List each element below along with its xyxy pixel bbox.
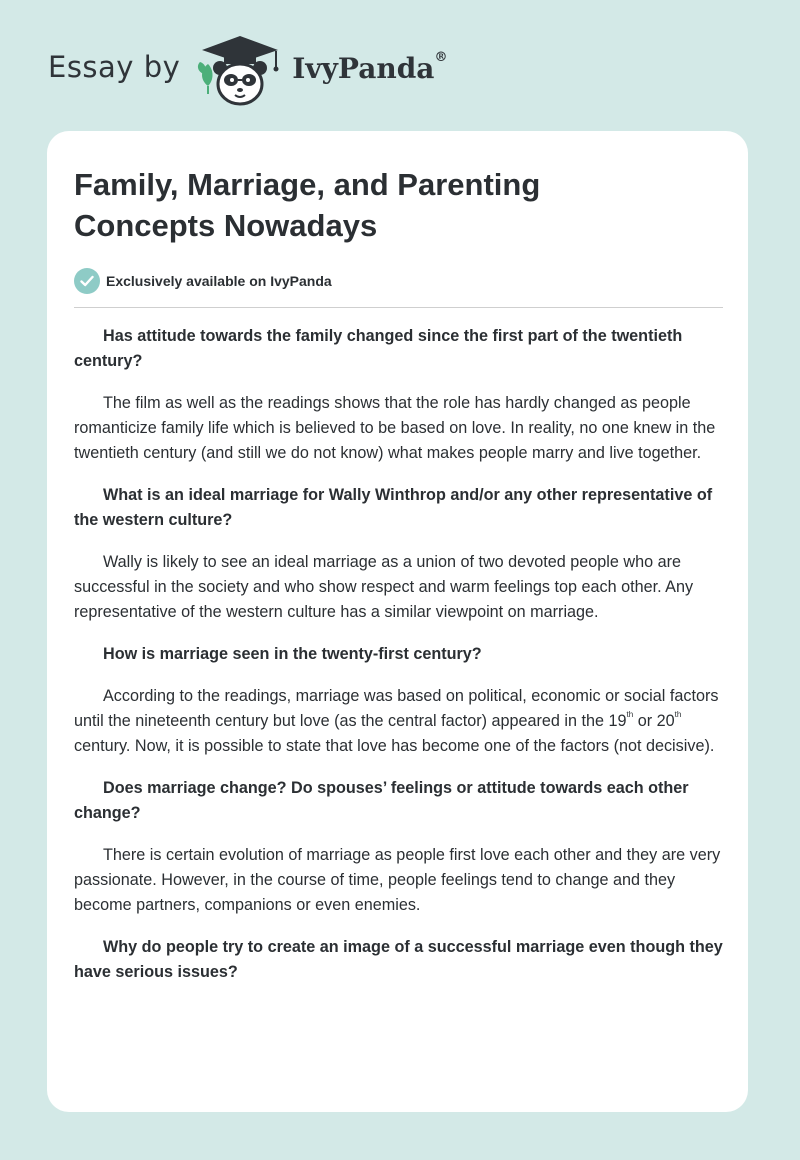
answer-4: There is certain evolution of marriage as people first love each other and they are very passionate. However, in the course of time, people feelings tend to change and they become partners, companions or even enemies. [74,846,721,914]
exclusive-badge [74,268,723,294]
essay-body [74,324,723,985]
ordinal-suffix: th [674,709,682,719]
question-4: Does marriage change? Do spouses’ feelings or attitude towards each other change? [74,779,689,822]
answer-2: Wally is likely to see an ideal marriage as a union of two devoted people who are successful in the society and who show respect and warm feelings top each other. Any representative of the western culture has a similar viewpoint on marriage. [74,553,694,621]
registered-mark: ® [434,49,448,65]
brand-text: IvyPanda [292,51,435,85]
answer-3-part-1: According to the readings, marriage was based on political, economic or social factors until the nineteenth century but love (as the central factor) appeared in the 19 [74,687,719,730]
badge-text: Exclusively available on IvyPanda [106,273,332,289]
title-line-2: Concepts Nowadays [74,208,378,243]
title-line-1: Family, Marriage, and Parenting [74,167,541,202]
question-1: Has attitude towards the family changed since the first part of the twentieth century? [74,327,683,370]
answer-3 [74,684,723,759]
question-3: How is marriage seen in the twenty-first century? [103,645,482,663]
divider [74,307,723,308]
brand-name[interactable] [292,49,448,85]
essay-by-label: Essay by [48,50,181,84]
answer-3-part-3: century. Now, it is possible to state that love has become one of the factors (not decisive). [74,737,715,755]
question-5: Why do people try to create an image of a successful marriage even though they have serious issues? [74,938,723,981]
question-2: What is an ideal marriage for Wally Winthrop and/or any other representative of the western culture? [74,486,713,529]
essay-content [74,164,723,1002]
answer-1: The film as well as the readings shows that the role has hardly changed as people romanticize family life which is believed to be based on love. In reality, no one knew in the twentieth century (and still we do not know) what makes people marry and live together. [74,394,716,462]
ordinal-suffix: th [626,709,634,719]
page-title [74,164,723,246]
check-circle-icon [74,268,100,294]
panda-graduate-icon[interactable] [194,30,286,110]
essay-card [47,131,748,1112]
site-header [48,30,447,110]
answer-3-part-2: or 20 [633,712,675,730]
